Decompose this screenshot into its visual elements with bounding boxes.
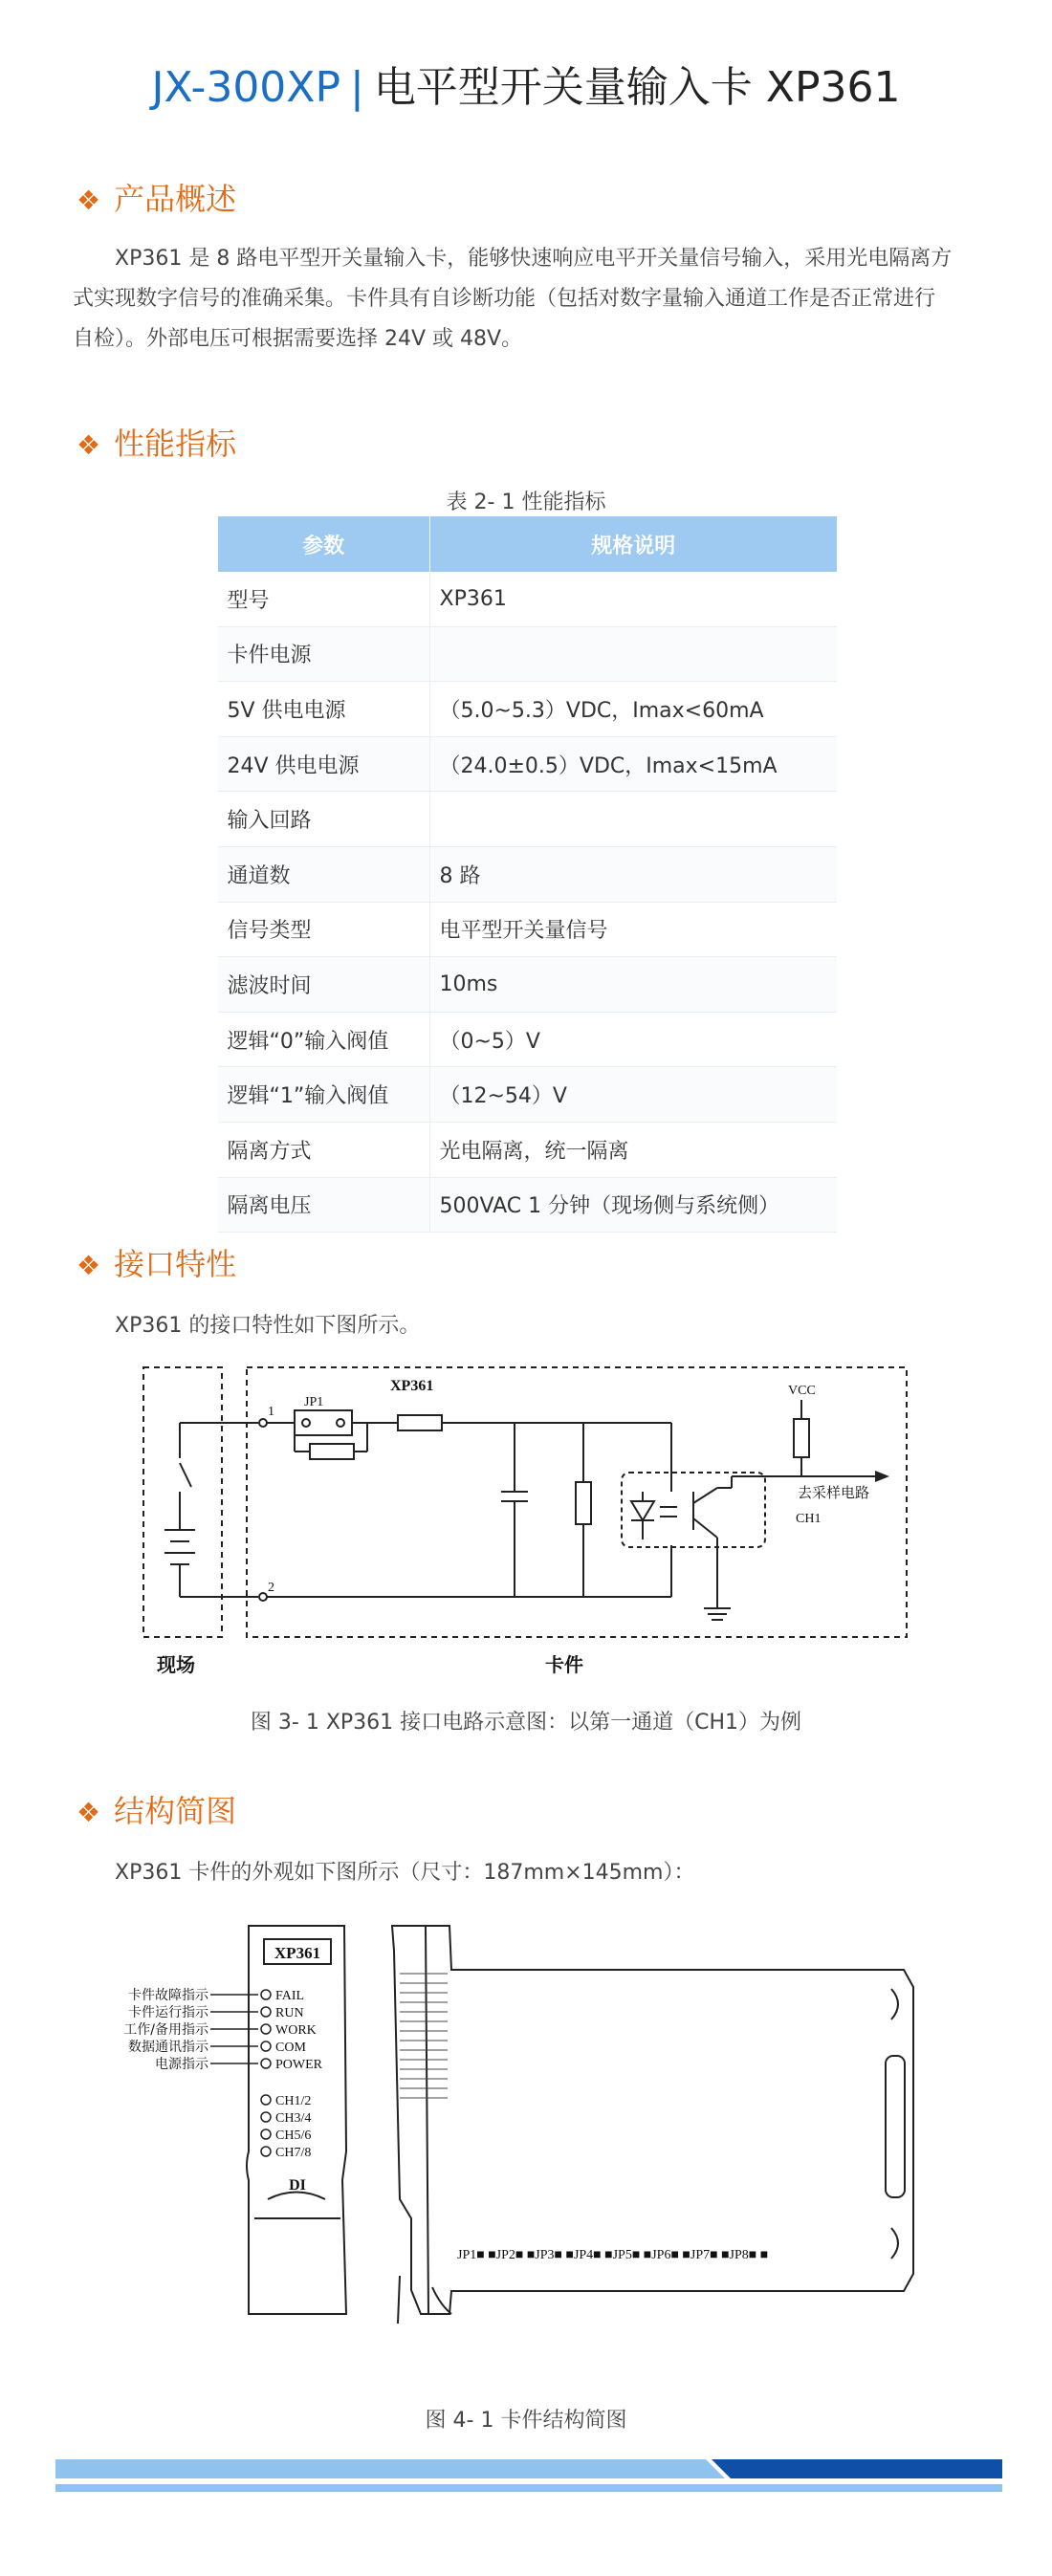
spec-table (217, 516, 837, 1233)
spec-cell: （5.0~5.3）VDC，Imax<60mA (429, 682, 837, 737)
indicator-run: RUN (275, 2006, 304, 2020)
panel-bottom-label: DI (289, 2177, 306, 2194)
table-header-row (218, 516, 838, 572)
indicator-desc: 工作/备用指示 (123, 2022, 208, 2038)
table-row (218, 736, 838, 792)
channel-label: CH1 (796, 1512, 822, 1526)
structure-figure-caption: 图 4- 1 卡件结构简图 (425, 2409, 627, 2433)
table-row (218, 682, 838, 737)
page-title (0, 59, 1052, 117)
structure-heading (77, 1790, 236, 1834)
table-row (218, 1177, 838, 1233)
table-row (218, 957, 838, 1013)
overview-paragraph-cont (73, 279, 983, 360)
overview-line: 式实现数字信号的准确采集。卡件具有自诊断功能（包括对数字量输入通道工作是否正常进行 (73, 287, 936, 311)
pin1-label: 1 (268, 1405, 274, 1419)
param-cell: 滤波时间 (218, 957, 430, 1013)
spec-cell (429, 792, 837, 847)
diamond-bullet-icon: ❖ (77, 1797, 101, 1828)
product-title: 电平型开关量输入卡 XP361 (373, 63, 901, 112)
indicator-com: COM (275, 2041, 306, 2055)
overview-heading-text: 产品概述 (114, 181, 237, 217)
channel-led: CH1/2 (275, 2094, 312, 2108)
param-cell: 卡件电源 (218, 626, 430, 682)
table-row (218, 792, 838, 847)
param-cell: 隔离方式 (218, 1122, 430, 1177)
interface-figure-caption: 图 3- 1 XP361 接口电路示意图：以第一通道（CH1）为例 (250, 1711, 802, 1735)
table-row (218, 626, 838, 682)
spec-cell: （0~5）V (429, 1012, 837, 1067)
interface-intro: XP361 的接口特性如下图所示。 (115, 1314, 421, 1338)
spec-cell: 电平型开关量信号 (429, 902, 837, 957)
table-row (218, 846, 838, 902)
param-cell: 逻辑“0”输入阀值 (218, 1012, 430, 1067)
param-cell: 24V 供电电源 (218, 736, 430, 792)
param-cell: 逻辑“1”输入阀值 (218, 1067, 430, 1123)
table-row (218, 902, 838, 957)
panel-title: XP361 (274, 1944, 321, 1962)
spec-cell: 光电隔离，统一隔离 (429, 1122, 837, 1177)
param-cell: 隔离电压 (218, 1177, 430, 1233)
vcc-label: VCC (788, 1384, 816, 1398)
footer-bar-thin (55, 2484, 1002, 2492)
jp-label: JP1 (304, 1395, 324, 1409)
to-sampling-label: 去采样电路 (798, 1484, 870, 1501)
interface-heading-text: 接口特性 (114, 1246, 237, 1282)
indicator-desc: 数据通讯指示 (128, 2040, 208, 2055)
table-row (218, 1067, 838, 1123)
pin2-label: 2 (268, 1581, 274, 1595)
param-cell: 输入回路 (218, 792, 430, 847)
channel-led: CH5/6 (275, 2128, 312, 2143)
jumper-row: JP1■ ■JP2■ ■JP3■ ■JP4■ ■JP5■ ■JP6■ ■JP7■ ■JP8■ ■ (457, 2248, 769, 2262)
indicator-desc: 电源指示 (155, 2057, 208, 2072)
overview-line: XP361 是 8 路电平型开关量输入卡，能够快速响应电平开关量信号输入，采用光电隔离方 (115, 247, 953, 271)
param-cell: 5V 供电电源 (218, 682, 430, 737)
card-label: XP361 (390, 1378, 434, 1394)
card-structure-diagram (96, 1912, 956, 2324)
table-caption: 表 2- 1 性能指标 (446, 491, 606, 514)
spec-cell: XP361 (429, 572, 837, 626)
title-separator: | (349, 63, 364, 112)
overview-line: 自检）。外部电压可根据需要选择 24V 或 48V。 (73, 327, 523, 351)
structure-intro: XP361 卡件的外观如下图所示（尺寸：187mm×145mm）： (115, 1861, 695, 1885)
spec-cell: （12~54）V (429, 1067, 837, 1123)
indicator-power: POWER (275, 2058, 322, 2072)
column-header: 参数 (218, 516, 430, 572)
param-cell: 信号类型 (218, 902, 430, 957)
param-cell: 型号 (218, 572, 430, 626)
diamond-bullet-icon: ❖ (77, 185, 101, 216)
spec-cell: 500VAC 1 分钟（现场侧与系统侧） (429, 1177, 837, 1233)
footer-bar (55, 2459, 1002, 2478)
overview-heading (77, 178, 236, 222)
indicator-fail: FAIL (275, 1989, 305, 2003)
performance-heading (77, 423, 236, 467)
table-row (218, 1122, 838, 1177)
spec-cell: 8 路 (429, 846, 837, 902)
overview-paragraph (73, 239, 983, 279)
table-row (218, 1012, 838, 1067)
indicator-desc: 卡件运行指示 (128, 2005, 208, 2020)
card-side-label: 卡件 (545, 1653, 583, 1676)
indicator-desc: 卡件故障指示 (128, 1988, 208, 2003)
spec-cell (429, 626, 837, 682)
channel-led: CH3/4 (275, 2111, 312, 2126)
field-label: 现场 (157, 1653, 195, 1676)
param-cell: 通道数 (218, 846, 430, 902)
interface-circuit-diagram (134, 1358, 918, 1692)
spec-cell: 10ms (429, 957, 837, 1013)
spec-cell: （24.0±0.5）VDC，Imax<15mA (429, 736, 837, 792)
column-header: 规格说明 (429, 516, 837, 572)
performance-heading-text: 性能指标 (114, 426, 237, 462)
brand-name: JX-300XP (151, 63, 340, 112)
diamond-bullet-icon: ❖ (77, 1250, 101, 1281)
structure-heading-text: 结构简图 (114, 1793, 237, 1829)
indicator-work: WORK (275, 2023, 317, 2038)
diamond-bullet-icon: ❖ (77, 429, 101, 461)
interface-heading (77, 1243, 236, 1287)
table-row (218, 572, 838, 626)
channel-led: CH7/8 (275, 2146, 312, 2160)
